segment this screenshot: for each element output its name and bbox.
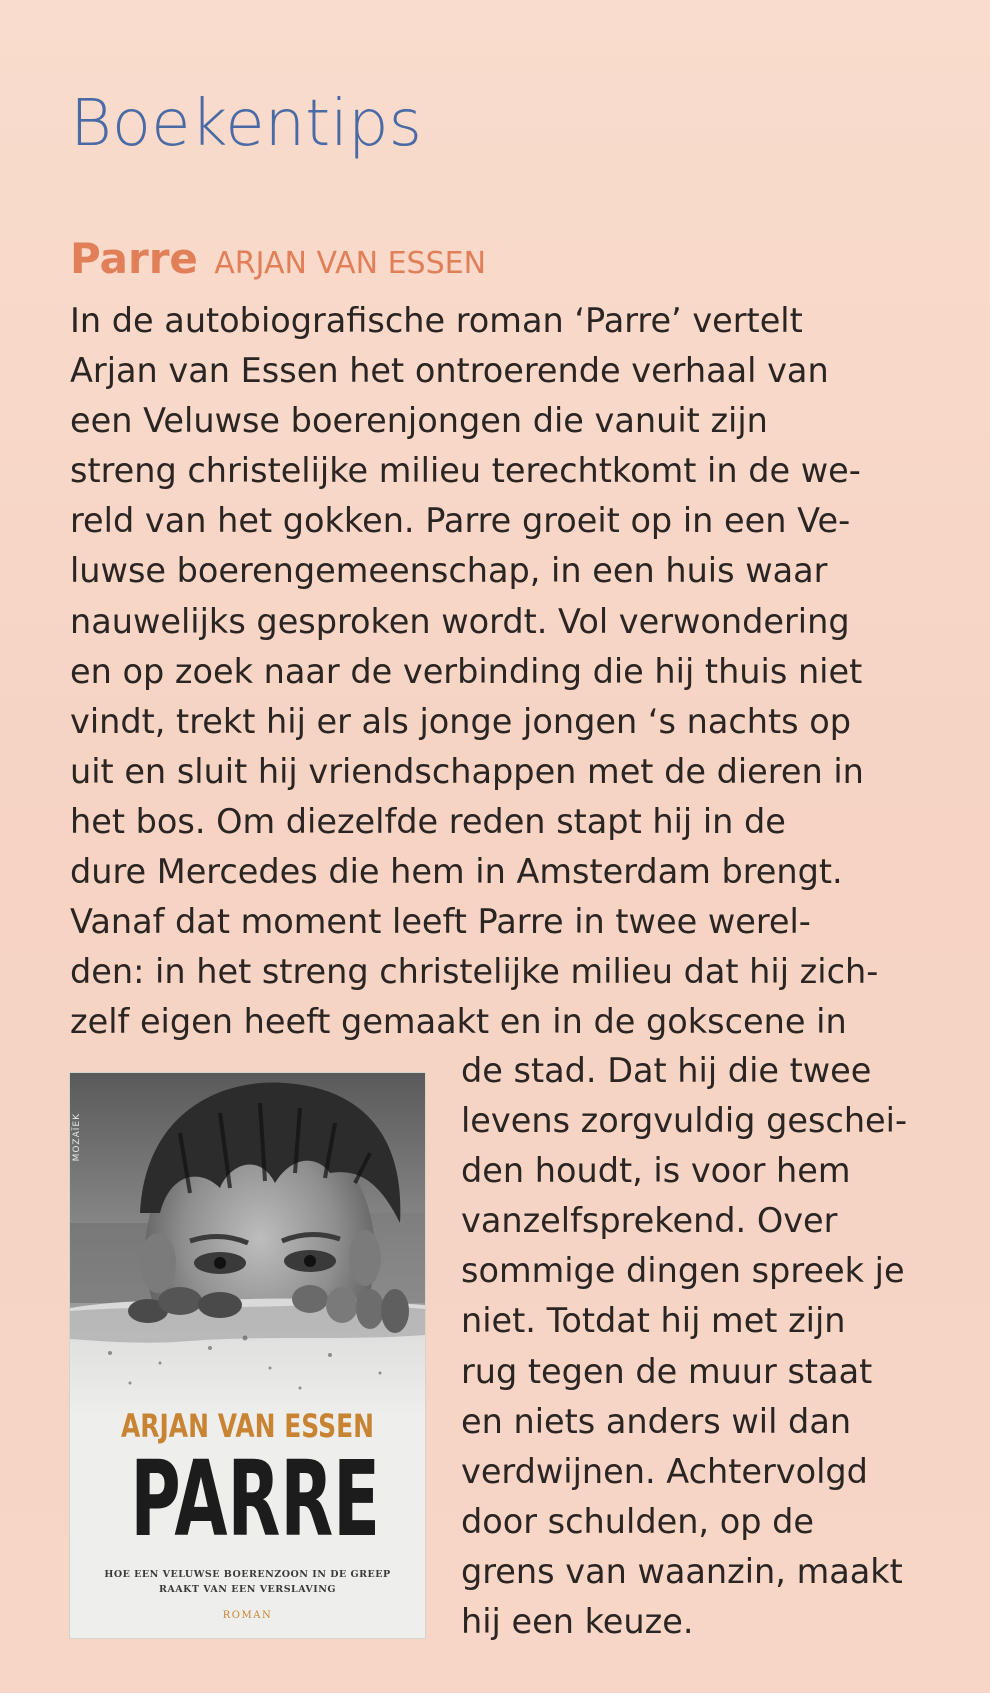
- cover-title: PARRE: [130, 1438, 381, 1560]
- body-line: verdwijnen. Achtervolgd: [461, 1451, 868, 1491]
- body-line: hij een keuze.: [461, 1602, 694, 1642]
- body-line: luwse boerengemeenschap, in een huis waar: [70, 551, 828, 591]
- book-review-body: [70, 296, 950, 1047]
- body-line: In de autobiografische roman ‘Parre’ vertelt: [70, 301, 803, 340]
- book-cover: [69, 1072, 426, 1639]
- body-line: en op zoek naar de verbinding die hij thuis niet: [70, 651, 863, 691]
- cover-publisher: MOZAÏEK: [72, 1113, 82, 1162]
- cover-subtitle: HOE EEN VELUWSE BOERENZOON IN DE GREEP RAAKT VAN EEN VERSLAVING: [104, 1569, 391, 1595]
- body-line: nauwelijks gesproken wordt. Vol verwondering: [70, 601, 850, 641]
- body-line: levens zorgvuldig geschei-: [461, 1101, 908, 1141]
- book-heading: [70, 234, 487, 283]
- book-review-body-wrap: [461, 1046, 961, 1647]
- cover-photo: [70, 1073, 425, 1418]
- body-line: het bos. Om diezelfde reden stapt hij in de: [70, 801, 786, 841]
- body-line: streng christelijke milieu terechtkomt in de we-: [70, 451, 861, 491]
- body-line: reld van het gokken. Parre groeit op in een Ve-: [70, 501, 851, 541]
- body-line: vindt, trekt hij er als jonge jongen ‘s nachts op: [70, 701, 852, 741]
- body-line: Arjan van Essen het ontroerende verhaal van: [70, 351, 829, 391]
- body-line: uit en sluit hij vriendschappen met de dieren in: [70, 751, 864, 791]
- book-title: Parre: [70, 234, 198, 283]
- body-line: een Veluwse boerenjongen die vanuit zijn: [70, 401, 768, 441]
- body-line: den: in het streng christelijke milieu dat hij zich-: [70, 952, 879, 992]
- body-line: en niets anders wil dan: [461, 1401, 852, 1441]
- cover-genre: ROMAN: [222, 1610, 273, 1621]
- body-line: vanzelfsprekend. Over: [461, 1201, 838, 1241]
- body-line: niet. Totdat hij met zijn: [461, 1301, 846, 1341]
- body-line: door schulden, op de: [461, 1501, 815, 1541]
- body-line: rug tegen de muur staat: [461, 1351, 873, 1391]
- body-line: dure Mercedes die hem in Amsterdam brengt.: [70, 852, 843, 892]
- body-line: den houdt, is voor hem: [461, 1151, 851, 1191]
- body-line: grens van waanzin, maakt: [461, 1551, 903, 1591]
- body-line: sommige dingen spreek je: [461, 1251, 905, 1291]
- body-line: zelf eigen heeft gemaakt en in de gokscene in: [70, 1002, 847, 1042]
- body-line: Vanaf dat moment leeft Parre in twee werel-: [70, 902, 811, 942]
- book-author: ARJAN VAN ESSEN: [214, 246, 487, 281]
- body-line: de stad. Dat hij die twee: [461, 1051, 872, 1090]
- section-title: Boekentips: [70, 87, 422, 161]
- cover-author: ARJAN VAN ESSEN: [120, 1407, 375, 1445]
